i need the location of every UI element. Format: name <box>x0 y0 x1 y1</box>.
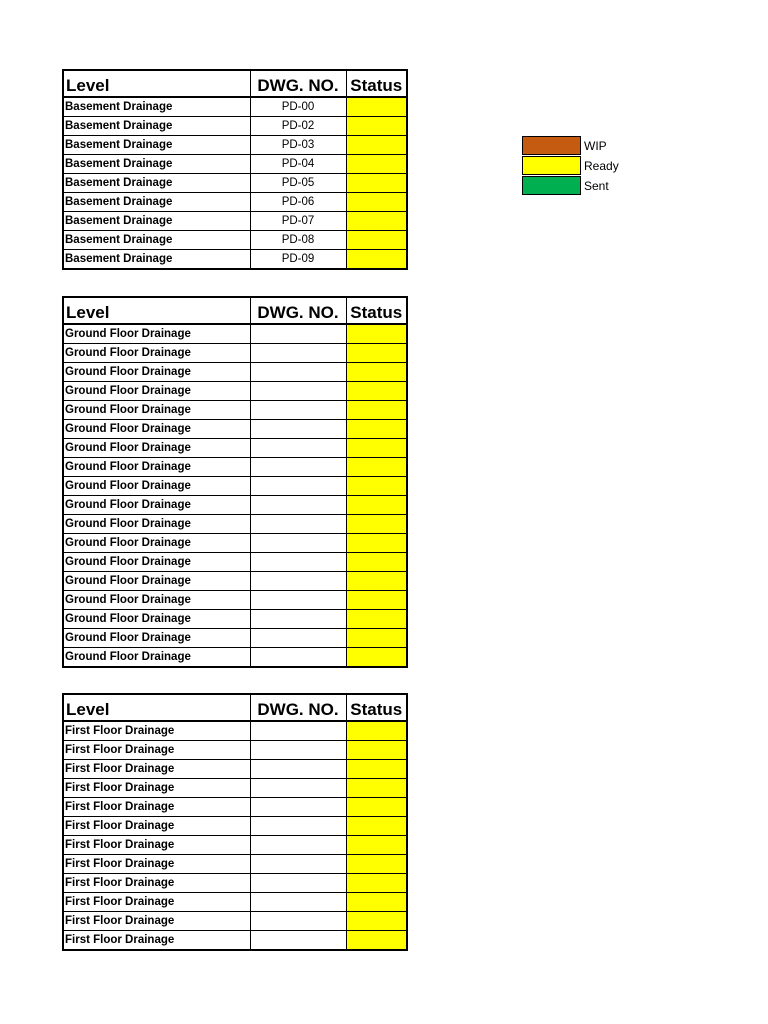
level-cell[interactable]: Ground Floor Drainage <box>63 363 250 382</box>
dwg-no-cell[interactable] <box>250 893 346 912</box>
status-cell[interactable] <box>346 912 407 931</box>
legend-label: WIP <box>584 139 607 153</box>
level-cell[interactable]: First Floor Drainage <box>63 798 250 817</box>
table-row <box>63 515 407 534</box>
level-cell[interactable]: Ground Floor Drainage <box>63 401 250 420</box>
dwg-no-cell[interactable] <box>250 420 346 439</box>
level-cell[interactable]: Ground Floor Drainage <box>63 515 250 534</box>
table-row <box>63 401 407 420</box>
table-row <box>63 741 407 760</box>
table-row <box>63 591 407 610</box>
table-row <box>63 97 407 117</box>
level-cell[interactable]: First Floor Drainage <box>63 836 250 855</box>
dwg-no-cell[interactable] <box>250 515 346 534</box>
status-cell[interactable] <box>346 193 407 212</box>
table-row <box>63 496 407 515</box>
level-cell[interactable]: Basement Drainage <box>63 231 250 250</box>
dwg-no-cell[interactable] <box>250 648 346 668</box>
status-cell[interactable] <box>346 401 407 420</box>
level-cell[interactable]: Ground Floor Drainage <box>63 477 250 496</box>
status-cell[interactable] <box>346 155 407 174</box>
dwg-no-cell[interactable] <box>250 401 346 420</box>
table-row <box>63 912 407 931</box>
legend-label: Ready <box>584 159 619 173</box>
status-cell[interactable] <box>346 534 407 553</box>
level-cell[interactable]: First Floor Drainage <box>63 931 250 951</box>
level-cell[interactable]: Ground Floor Drainage <box>63 629 250 648</box>
header-row <box>63 297 407 324</box>
level-cell[interactable]: Ground Floor Drainage <box>63 458 250 477</box>
table-row <box>63 420 407 439</box>
table-row <box>63 572 407 591</box>
table-row <box>63 760 407 779</box>
table-row <box>63 534 407 553</box>
status-cell[interactable] <box>346 382 407 401</box>
level-cell[interactable]: Ground Floor Drainage <box>63 324 250 344</box>
status-cell[interactable] <box>346 97 407 117</box>
table-row <box>63 382 407 401</box>
status-cell[interactable] <box>346 760 407 779</box>
table-row <box>63 231 407 250</box>
status-cell[interactable] <box>346 439 407 458</box>
level-cell[interactable]: First Floor Drainage <box>63 760 250 779</box>
dwg-no-cell[interactable]: PD-04 <box>250 155 346 174</box>
table-row <box>63 779 407 798</box>
dwg-no-cell[interactable] <box>250 324 346 344</box>
status-cell[interactable] <box>346 324 407 344</box>
level-cell[interactable]: First Floor Drainage <box>63 779 250 798</box>
status-cell[interactable] <box>346 629 407 648</box>
dwg-no-cell[interactable] <box>250 458 346 477</box>
level-cell[interactable]: Basement Drainage <box>63 155 250 174</box>
level-cell[interactable]: Ground Floor Drainage <box>63 553 250 572</box>
level-cell[interactable]: Ground Floor Drainage <box>63 344 250 363</box>
legend-swatch <box>522 136 581 155</box>
table-row <box>63 648 407 668</box>
status-cell[interactable] <box>346 231 407 250</box>
dwg-no-cell[interactable] <box>250 931 346 951</box>
dwg-no-cell[interactable]: PD-03 <box>250 136 346 155</box>
ground-floor-drainage-table <box>62 296 408 668</box>
table-row <box>63 874 407 893</box>
status-cell[interactable] <box>346 893 407 912</box>
dwg-no-cell[interactable]: PD-08 <box>250 231 346 250</box>
dwg-no-cell[interactable] <box>250 874 346 893</box>
dwg-no-cell[interactable] <box>250 610 346 629</box>
status-cell[interactable] <box>346 874 407 893</box>
level-cell[interactable]: Basement Drainage <box>63 174 250 193</box>
level-cell[interactable]: Ground Floor Drainage <box>63 591 250 610</box>
status-cell[interactable] <box>346 363 407 382</box>
level-cell[interactable]: Basement Drainage <box>63 117 250 136</box>
table-row <box>63 363 407 382</box>
status-cell[interactable] <box>346 572 407 591</box>
legend-swatch <box>522 156 581 175</box>
status-cell[interactable] <box>346 458 407 477</box>
legend-label: Sent <box>584 179 609 193</box>
basement-drainage-table <box>62 69 408 270</box>
status-cell[interactable] <box>346 174 407 193</box>
level-cell[interactable]: Basement Drainage <box>63 97 250 117</box>
dwg-no-cell[interactable] <box>250 553 346 572</box>
status-cell[interactable] <box>346 836 407 855</box>
table-row <box>63 324 407 344</box>
table-row <box>63 893 407 912</box>
dwg-no-cell[interactable] <box>250 572 346 591</box>
dwg-no-cell[interactable]: PD-00 <box>250 97 346 117</box>
status-cell[interactable] <box>346 496 407 515</box>
dwg-no-cell[interactable] <box>250 496 346 515</box>
status-cell[interactable] <box>346 855 407 874</box>
dwg-no-cell[interactable] <box>250 798 346 817</box>
status-header: Status <box>346 297 407 324</box>
level-cell[interactable]: Basement Drainage <box>63 250 250 270</box>
dwg-no-cell[interactable]: PD-07 <box>250 212 346 231</box>
table-row <box>63 250 407 270</box>
level-cell[interactable]: First Floor Drainage <box>63 912 250 931</box>
dwg-no-cell[interactable] <box>250 382 346 401</box>
dwg-no-cell[interactable] <box>250 344 346 363</box>
status-cell[interactable] <box>346 741 407 760</box>
table-row <box>63 344 407 363</box>
table-row <box>63 817 407 836</box>
level-header: Level <box>63 297 250 324</box>
header-row <box>63 694 407 721</box>
dwg-no-cell[interactable] <box>250 817 346 836</box>
table-row <box>63 553 407 572</box>
dwg-no-cell[interactable] <box>250 439 346 458</box>
dwg-no-cell[interactable]: PD-09 <box>250 250 346 270</box>
level-cell[interactable]: Basement Drainage <box>63 212 250 231</box>
dwg-no-header: DWG. NO. <box>250 297 346 324</box>
level-cell[interactable]: Basement Drainage <box>63 193 250 212</box>
table-row <box>63 155 407 174</box>
level-cell[interactable]: Ground Floor Drainage <box>63 572 250 591</box>
status-cell[interactable] <box>346 798 407 817</box>
legend-swatch <box>522 176 581 195</box>
dwg-no-cell[interactable] <box>250 912 346 931</box>
table-row <box>63 212 407 231</box>
status-cell[interactable] <box>346 136 407 155</box>
status-cell[interactable] <box>346 610 407 629</box>
table-row <box>63 798 407 817</box>
dwg-no-cell[interactable] <box>250 855 346 874</box>
dwg-no-cell[interactable] <box>250 760 346 779</box>
status-cell[interactable] <box>346 212 407 231</box>
table-row <box>63 931 407 951</box>
dwg-no-header: DWG. NO. <box>250 694 346 721</box>
table-row <box>63 477 407 496</box>
status-header: Status <box>346 70 407 97</box>
status-cell[interactable] <box>346 515 407 534</box>
table-row <box>63 836 407 855</box>
level-cell[interactable]: First Floor Drainage <box>63 855 250 874</box>
dwg-no-cell[interactable]: PD-02 <box>250 117 346 136</box>
level-cell[interactable]: First Floor Drainage <box>63 721 250 741</box>
table-row <box>63 136 407 155</box>
status-cell[interactable] <box>346 779 407 798</box>
dwg-no-cell[interactable] <box>250 779 346 798</box>
table-row <box>63 855 407 874</box>
level-header: Level <box>63 694 250 721</box>
level-cell[interactable]: Ground Floor Drainage <box>63 496 250 515</box>
status-cell[interactable] <box>346 648 407 668</box>
table-row <box>63 458 407 477</box>
dwg-no-cell[interactable] <box>250 741 346 760</box>
dwg-no-cell[interactable] <box>250 534 346 553</box>
dwg-no-header: DWG. NO. <box>250 70 346 97</box>
status-cell[interactable] <box>346 420 407 439</box>
status-cell[interactable] <box>346 477 407 496</box>
status-cell[interactable] <box>346 117 407 136</box>
first-floor-drainage-table <box>62 693 408 951</box>
table-row <box>63 439 407 458</box>
dwg-no-cell[interactable] <box>250 477 346 496</box>
level-cell[interactable]: First Floor Drainage <box>63 874 250 893</box>
status-header: Status <box>346 694 407 721</box>
dwg-no-cell[interactable] <box>250 591 346 610</box>
table-row <box>63 193 407 212</box>
dwg-no-cell[interactable] <box>250 836 346 855</box>
status-cell[interactable] <box>346 344 407 363</box>
table-row <box>63 629 407 648</box>
level-header: Level <box>63 70 250 97</box>
dwg-no-cell[interactable] <box>250 629 346 648</box>
level-cell[interactable]: Ground Floor Drainage <box>63 610 250 629</box>
dwg-no-cell[interactable]: PD-05 <box>250 174 346 193</box>
level-cell[interactable]: Basement Drainage <box>63 136 250 155</box>
level-cell[interactable]: First Floor Drainage <box>63 817 250 836</box>
dwg-no-cell[interactable] <box>250 363 346 382</box>
header-row <box>63 70 407 97</box>
level-cell[interactable]: First Floor Drainage <box>63 893 250 912</box>
table-row <box>63 721 407 741</box>
level-cell[interactable]: Ground Floor Drainage <box>63 382 250 401</box>
status-cell[interactable] <box>346 721 407 741</box>
status-cell[interactable] <box>346 553 407 572</box>
level-cell[interactable]: Ground Floor Drainage <box>63 648 250 668</box>
table-row <box>63 117 407 136</box>
status-cell[interactable] <box>346 817 407 836</box>
status-cell[interactable] <box>346 591 407 610</box>
level-cell[interactable]: Ground Floor Drainage <box>63 534 250 553</box>
level-cell[interactable]: Ground Floor Drainage <box>63 439 250 458</box>
table-row <box>63 610 407 629</box>
status-cell[interactable] <box>346 931 407 951</box>
dwg-no-cell[interactable] <box>250 721 346 741</box>
dwg-no-cell[interactable]: PD-06 <box>250 193 346 212</box>
level-cell[interactable]: Ground Floor Drainage <box>63 420 250 439</box>
status-cell[interactable] <box>346 250 407 270</box>
table-row <box>63 174 407 193</box>
level-cell[interactable]: First Floor Drainage <box>63 741 250 760</box>
